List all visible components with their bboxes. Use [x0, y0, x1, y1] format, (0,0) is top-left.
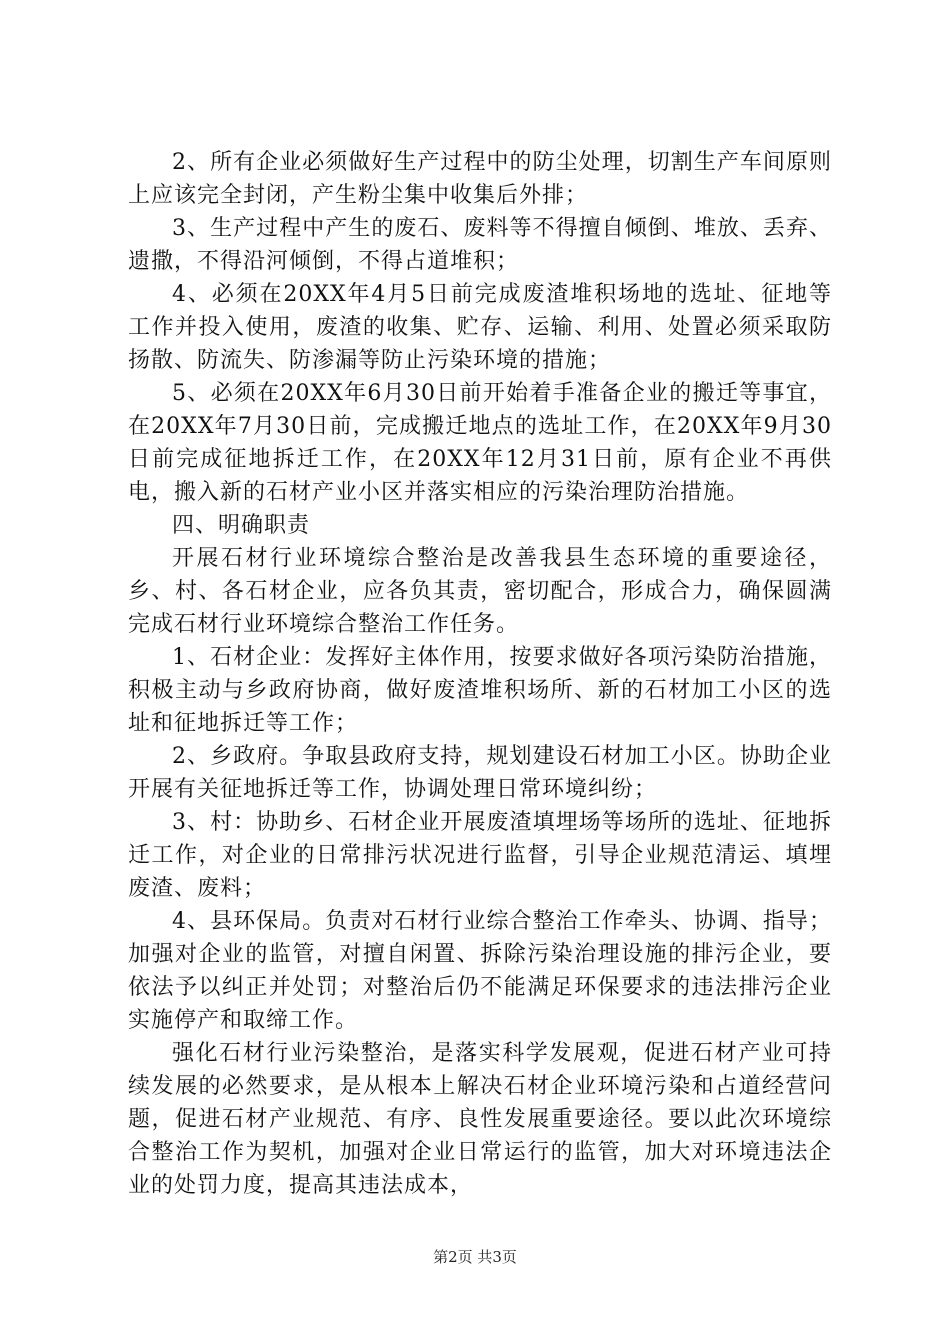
paragraph-duty-enterprises: 1、石材企业：发挥好主体作用，按要求做好各项污染防治措施，积极主动与乡政府协商，做好废渣堆积场所、新的石材加工小区的选址和征地拆迁等工作； [128, 645, 832, 736]
section-heading-responsibilities: 四、明确职责 [172, 513, 311, 538]
paragraph-intro-responsibilities: 开展石材行业环境综合整治是改善我县生态环境的重要途径，乡、村、各石材企业，应各负其责，密切配合，形成合力，确保圆满完成石材行业环境综合整治工作任务。 [128, 546, 832, 637]
document-body [128, 146, 832, 1202]
paragraph-conclusion: 强化石材行业污染整治，是落实科学发展观，促进石材产业可持续发展的必然要求，是从根本上解决石材企业环境污染和占道经营问题，促进石材产业规范、有序、良性发展重要途径。要以此次环境综合整治工作为契机，加强对企业日常运行的监管，加大对环境违法企业的处罚力度，提高其违法成本， [128, 1041, 832, 1198]
paragraph-duty-village: 3、村：协助乡、石材企业开展废渣填埋场等场所的选址、征地拆迁工作，对企业的日常排污状况进行监督，引导企业规范清运、填埋废渣、废料； [128, 810, 832, 901]
paragraph-duty-epb: 4、县环保局。负责对石材行业综合整治工作牵头、协调、指导；加强对企业的监管，对擅自闲置、拆除污染治理设施的排污企业，要依法予以纠正并处罚；对整治后仍不能满足环保要求的违法排污企业实施停产和取缔工作。 [128, 909, 832, 1033]
paragraph-item-4-slag-site: 4、必须在20XX年4月5日前完成废渣堆积场地的选址、征地等工作并投入使用，废渣的收集、贮存、运输、利用、处置必须采取防扬散、防流失、防渗漏等防止污染环境的措施； [128, 282, 832, 373]
paragraph-item-5-relocation: 5、必须在20XX年6月30日前开始着手准备企业的搬迁等事宜，在20XX年7月30日前，完成搬迁地点的选址工作，在20XX年9月30日前完成征地拆迁工作，在20XX年12月31日前，原有企业不再供电，搬入新的石材产业小区并落实相应的污染治理防治措施。 [128, 381, 832, 505]
page-number-footer: 第2页 共3页 [433, 1248, 517, 1266]
paragraph-item-3-waste: 3、生产过程中产生的废石、废料等不得擅自倾倒、堆放、丢弃、遗撒，不得沿河倾倒，不得占道堆积； [128, 216, 832, 274]
paragraph-duty-township: 2、乡政府。争取县政府支持，规划建设石材加工小区。协助企业开展有关征地拆迁等工作，协调处理日常环境纠纷； [128, 744, 832, 802]
paragraph-item-2-dust: 2、所有企业必须做好生产过程中的防尘处理，切割生产车间原则上应该完全封闭，产生粉尘集中收集后外排； [128, 150, 832, 208]
